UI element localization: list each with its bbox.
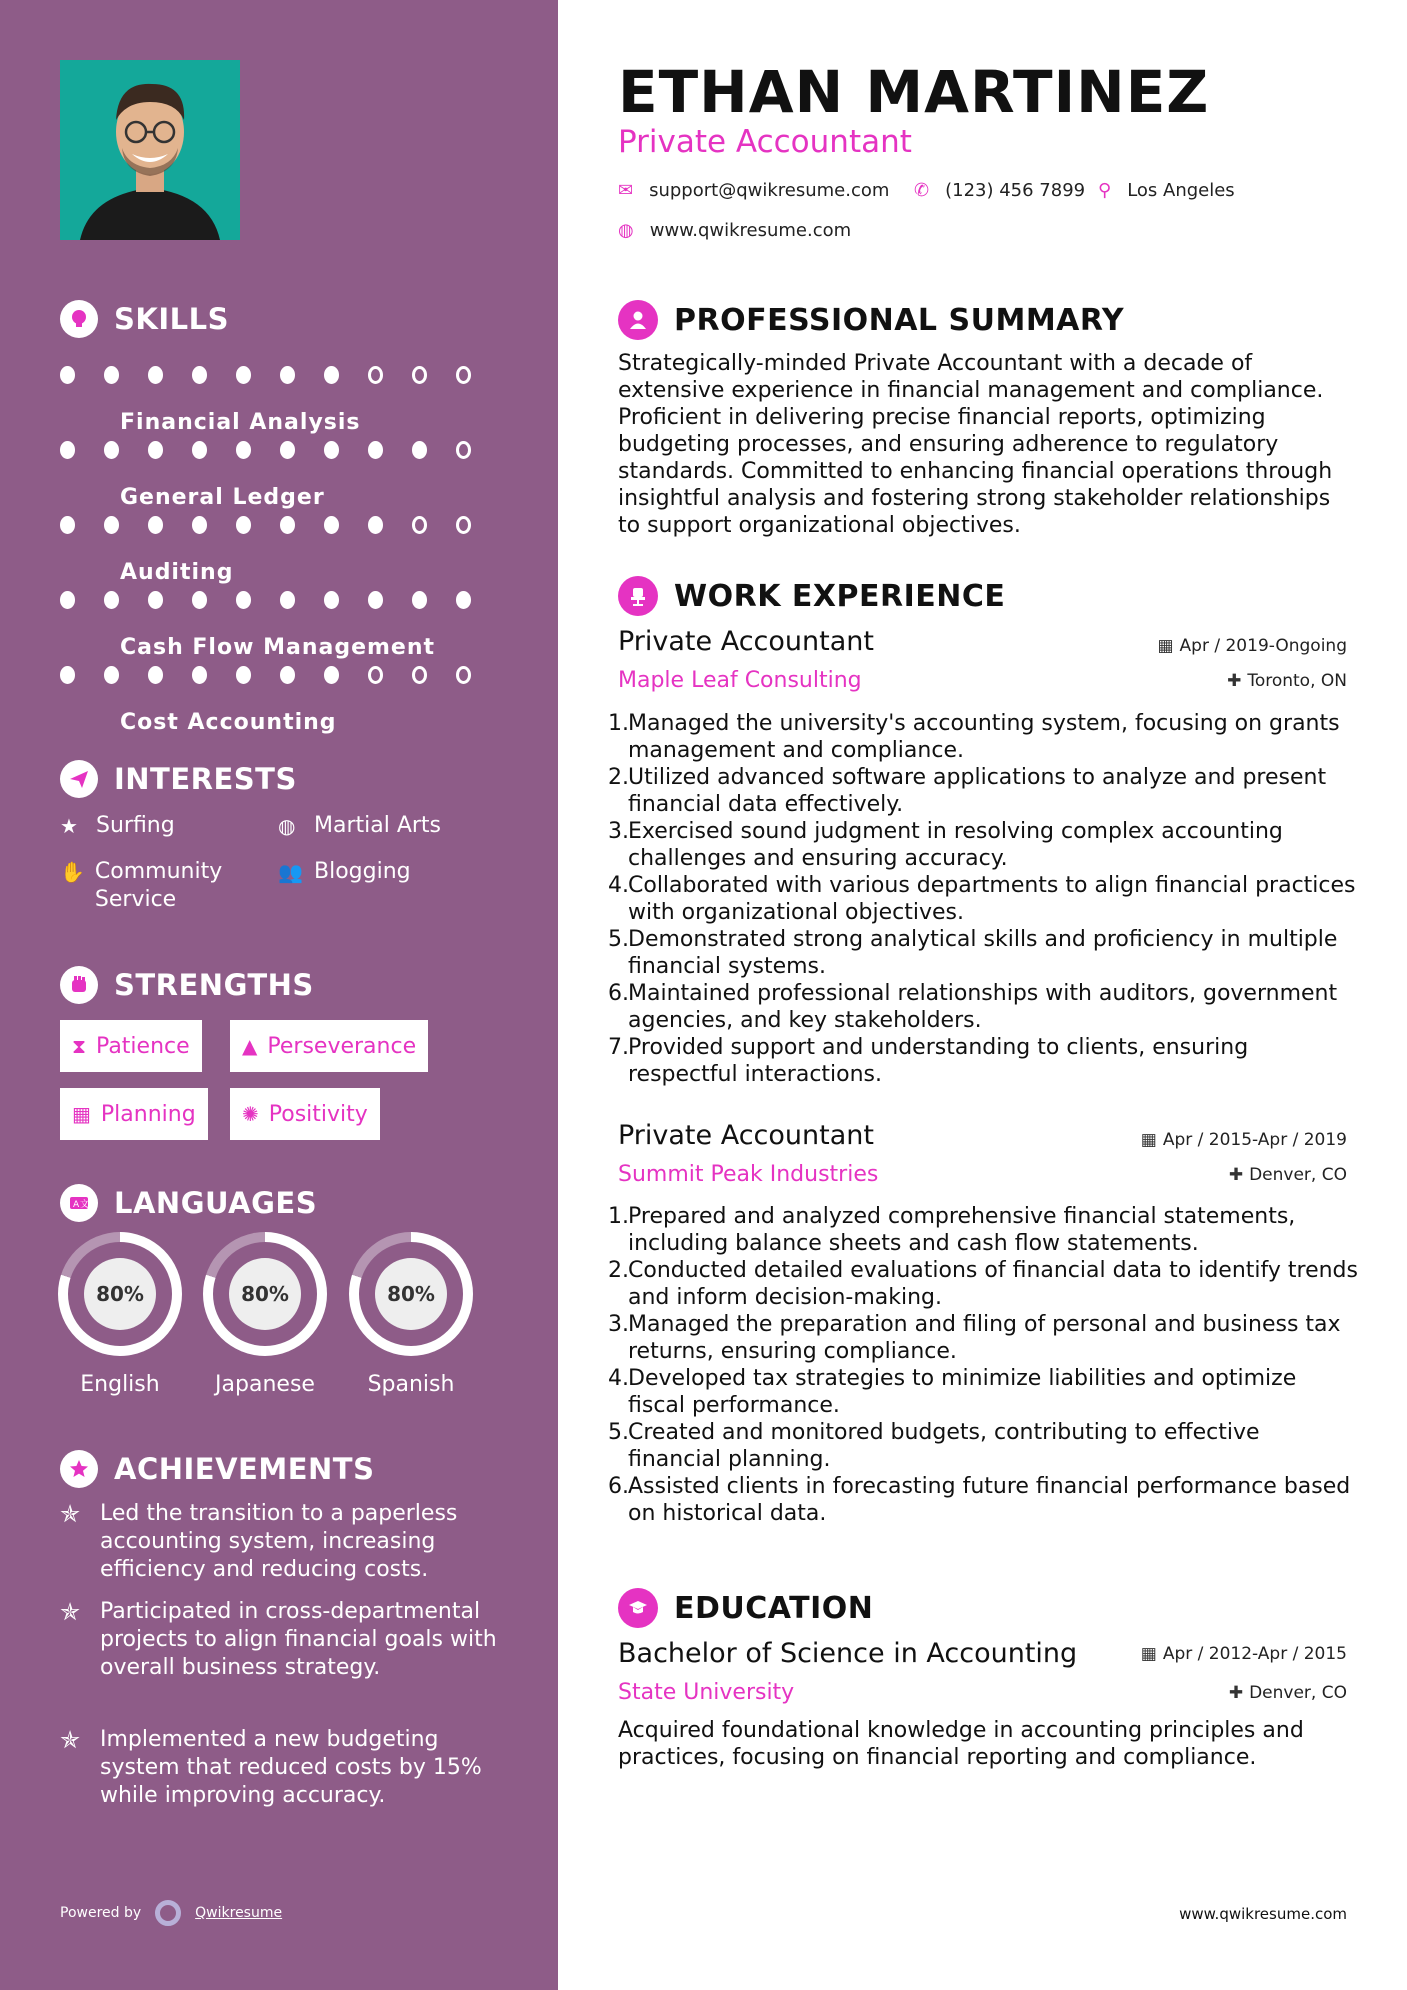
skill-dot-empty bbox=[368, 366, 383, 384]
qwikresume-link[interactable]: Qwikresume bbox=[195, 1905, 283, 1921]
job-location bbox=[1229, 1165, 1347, 1185]
website-text: www.qwikresume.com bbox=[649, 220, 852, 241]
job-location bbox=[1227, 671, 1347, 691]
job-bullet: 5. Demonstrated strong analytical skills and proficiency in multiple financial systems. bbox=[608, 927, 1338, 979]
experience-heading bbox=[618, 576, 1005, 616]
qwikresume-logo-icon bbox=[155, 1900, 181, 1926]
pin-icon: ✚ bbox=[1227, 671, 1242, 691]
interest-label: Surfing bbox=[96, 813, 175, 838]
achievement-text: Participated in cross-departmental projects to align financial goals with overall business strategy. bbox=[100, 1599, 497, 1680]
hourglass-icon: ⧗ bbox=[72, 1034, 87, 1058]
languages-title: LANGUAGES bbox=[114, 1186, 318, 1220]
job-dates bbox=[1157, 636, 1347, 656]
job-bullet: 5. Created and monitored budgets, contributing to effective financial planning. bbox=[608, 1420, 1260, 1472]
job-company: Summit Peak Industries bbox=[618, 1162, 879, 1187]
skill-dot-filled bbox=[412, 591, 427, 609]
phone-text: (123) 456 7899 bbox=[945, 180, 1086, 201]
strength-label: Perseverance bbox=[267, 1033, 417, 1059]
fist-icon bbox=[60, 966, 98, 1004]
skill-dot-filled bbox=[368, 516, 383, 534]
achievements-heading bbox=[60, 1450, 374, 1488]
skill-dot-filled bbox=[368, 441, 383, 459]
shooting-star-icon: ✯ bbox=[60, 1500, 81, 1528]
achievement-text: Implemented a new budgeting system that reduced costs by 15% while improving accuracy. bbox=[100, 1727, 482, 1808]
skill-item bbox=[60, 502, 500, 585]
skill-dot-filled bbox=[104, 591, 119, 609]
contact-phone[interactable] bbox=[914, 180, 1085, 201]
job-dates-text: Apr / 2019-Ongoing bbox=[1179, 636, 1347, 656]
globe-icon: ◍ bbox=[618, 220, 634, 241]
shooting-star-icon: ✯ bbox=[60, 1598, 81, 1626]
strength-label: Patience bbox=[96, 1033, 190, 1059]
skill-dot-filled bbox=[368, 591, 383, 609]
skill-dot-empty bbox=[456, 666, 471, 684]
contact-website[interactable] bbox=[618, 220, 851, 241]
summary-text: Strategically-minded Private Accountant with a decade of extensive experience in financial management and compliance. Proficient in delivering precise financial reports, optimizing budgeting processes, and ensuring adherence to regulatory standards. Committed to enhancing financial operations through insightful analysis and fostering strong stakeholder relationships to support organizational objectives. bbox=[618, 351, 1333, 538]
envelope-icon: ✉ bbox=[618, 180, 634, 201]
experience-title: WORK EXPERIENCE bbox=[674, 578, 1006, 614]
languages-heading bbox=[60, 1184, 317, 1222]
skill-dot-filled bbox=[280, 666, 295, 684]
paper-plane-icon bbox=[60, 760, 98, 798]
skill-dot-filled bbox=[280, 591, 295, 609]
strength-tag bbox=[230, 1020, 428, 1072]
job-bullets bbox=[608, 1203, 1358, 1527]
contact-location bbox=[1098, 180, 1235, 201]
skill-dot-filled bbox=[60, 666, 75, 684]
skill-dot-filled bbox=[236, 441, 251, 459]
skill-dots bbox=[60, 366, 500, 384]
job-title: Private Accountant bbox=[618, 626, 874, 657]
road-icon: ▲ bbox=[242, 1034, 258, 1058]
job-bullet: 2. Conducted detailed evaluations of financial data to identify trends and inform decision-making. bbox=[608, 1258, 1358, 1310]
skills-heading bbox=[60, 300, 229, 338]
job-bullet: 2. Utilized advanced software applications to analyze and present financial data effectively. bbox=[608, 765, 1327, 817]
education-degree: Bachelor of Science in Accounting bbox=[618, 1638, 1078, 1669]
skill-dot-filled bbox=[280, 366, 295, 384]
skill-item bbox=[60, 577, 500, 660]
translate-icon bbox=[60, 1184, 98, 1222]
interest-item bbox=[278, 858, 411, 886]
main-content bbox=[558, 0, 1407, 1990]
skill-dot-filled bbox=[192, 591, 207, 609]
skill-dot-filled bbox=[104, 366, 119, 384]
skill-name: Auditing bbox=[120, 560, 234, 585]
job-bullet: 3. Exercised sound judgment in resolving complex accounting challenges and ensuring accuracy. bbox=[608, 819, 1283, 871]
skill-item bbox=[60, 652, 500, 735]
skill-dot-filled bbox=[236, 366, 251, 384]
lightbulb-icon bbox=[60, 300, 98, 338]
language-ring bbox=[349, 1232, 473, 1356]
skills-title: SKILLS bbox=[114, 302, 229, 336]
skill-dot-filled bbox=[280, 441, 295, 459]
skill-dot-empty bbox=[456, 366, 471, 384]
hands-icon: ✋ bbox=[60, 860, 85, 884]
skill-dots bbox=[60, 516, 500, 534]
education-heading bbox=[618, 1588, 873, 1628]
map-pin-icon: ⚲ bbox=[1098, 180, 1112, 201]
language-name: Japanese bbox=[215, 1372, 315, 1397]
skill-dot-empty bbox=[412, 516, 427, 534]
strength-label: Positivity bbox=[268, 1101, 368, 1127]
skill-dot-filled bbox=[104, 516, 119, 534]
skill-dot-filled bbox=[324, 366, 339, 384]
skill-dot-filled bbox=[236, 666, 251, 684]
education-title: EDUCATION bbox=[674, 1590, 874, 1626]
achievement-item bbox=[60, 1500, 500, 1584]
summary-title: PROFESSIONAL SUMMARY bbox=[674, 302, 1125, 338]
skill-dot-filled bbox=[148, 666, 163, 684]
skill-dot-filled bbox=[60, 516, 75, 534]
skill-dot-empty bbox=[412, 366, 427, 384]
strengths-heading bbox=[60, 966, 314, 1004]
interest-item bbox=[60, 858, 240, 914]
pin-icon: ✚ bbox=[1228, 1165, 1244, 1185]
phone-icon: ✆ bbox=[914, 180, 930, 201]
location-text: Los Angeles bbox=[1127, 180, 1235, 201]
skill-dot-filled bbox=[412, 441, 427, 459]
skill-item bbox=[60, 352, 500, 435]
job-bullets bbox=[608, 710, 1358, 1088]
sidebar bbox=[0, 0, 558, 1990]
achievement-item bbox=[60, 1598, 500, 1682]
achievement-text: Led the transition to a paperless accounting system, increasing efficiency and reducing costs. bbox=[100, 1501, 458, 1582]
powered-prefix: Powered by bbox=[60, 1905, 142, 1921]
language-item bbox=[58, 1232, 182, 1397]
skill-dot-empty bbox=[412, 666, 427, 684]
footer-url[interactable]: www.qwikresume.com bbox=[1179, 1905, 1347, 1923]
chair-icon bbox=[618, 576, 658, 616]
skill-name: Cost Accounting bbox=[120, 710, 337, 735]
job-bullet: 1. Prepared and analyzed comprehensive financial statements, including balance sheets and cash flow statements. bbox=[608, 1204, 1296, 1256]
interest-item bbox=[278, 812, 441, 840]
skill-dot-filled bbox=[324, 666, 339, 684]
education-dates-text: Apr / 2012-Apr / 2015 bbox=[1162, 1644, 1347, 1664]
skill-dot-filled bbox=[456, 591, 471, 609]
language-name: English bbox=[80, 1372, 160, 1397]
strength-tag bbox=[60, 1020, 202, 1072]
pin-icon: ✚ bbox=[1228, 1683, 1244, 1703]
job-dates-text: Apr / 2015-Apr / 2019 bbox=[1162, 1130, 1347, 1150]
shooting-star-icon: ✯ bbox=[60, 1726, 81, 1754]
skill-name: Cash Flow Management bbox=[120, 635, 436, 660]
achievements-title: ACHIEVEMENTS bbox=[114, 1452, 375, 1486]
graduation-icon bbox=[618, 1588, 658, 1628]
skill-dot-filled bbox=[192, 666, 207, 684]
interest-label: Community Service bbox=[94, 859, 223, 912]
job-bullet: 4. Developed tax strategies to minimize liabilities and optimize fiscal performance. bbox=[608, 1366, 1297, 1418]
achievement-item bbox=[60, 1726, 500, 1810]
education-school: State University bbox=[618, 1680, 795, 1705]
globe-icon: ◍ bbox=[278, 814, 296, 838]
job-location-text: Denver, CO bbox=[1249, 1165, 1347, 1185]
education-text: Acquired foundational knowledge in accounting principles and practices, focusing on financial reporting and compliance. bbox=[618, 1718, 1304, 1770]
interest-item bbox=[60, 812, 175, 840]
skill-dot-filled bbox=[104, 666, 119, 684]
job-company: Maple Leaf Consulting bbox=[618, 668, 862, 693]
language-percent: 80% bbox=[84, 1258, 156, 1330]
candidate-role: Private Accountant bbox=[618, 124, 912, 160]
user-icon bbox=[618, 300, 658, 340]
candidate-name: ETHAN MARTINEZ bbox=[618, 58, 1210, 126]
svg-text:A: A bbox=[73, 1200, 80, 1210]
skill-dot-filled bbox=[148, 441, 163, 459]
skill-item bbox=[60, 427, 500, 510]
skill-dot-empty bbox=[456, 441, 471, 459]
skill-dot-filled bbox=[60, 591, 75, 609]
language-item bbox=[203, 1232, 327, 1397]
strength-tag bbox=[230, 1088, 380, 1140]
skill-name: Financial Analysis bbox=[120, 410, 361, 435]
star-badge-icon bbox=[60, 1450, 98, 1488]
star-icon: ★ bbox=[60, 814, 78, 838]
skill-dot-filled bbox=[324, 516, 339, 534]
skill-dot-empty bbox=[456, 516, 471, 534]
skill-dot-filled bbox=[148, 516, 163, 534]
skill-dots bbox=[60, 591, 500, 609]
skill-dot-filled bbox=[192, 516, 207, 534]
language-ring bbox=[203, 1232, 327, 1356]
contact-email[interactable] bbox=[618, 180, 889, 201]
calendar-icon: ▦ bbox=[72, 1102, 91, 1126]
skill-dot-filled bbox=[280, 516, 295, 534]
interest-label: Martial Arts bbox=[314, 813, 442, 838]
skill-dot-filled bbox=[60, 441, 75, 459]
sun-icon: ✺ bbox=[242, 1102, 259, 1126]
skill-dot-filled bbox=[148, 591, 163, 609]
skill-dot-filled bbox=[324, 591, 339, 609]
email-text: support@qwikresume.com bbox=[649, 180, 890, 201]
job-bullet: 7. Provided support and understanding to clients, ensuring respectful interactions. bbox=[608, 1035, 1249, 1087]
calendar-icon: ▦ bbox=[1157, 636, 1174, 656]
skill-name: General Ledger bbox=[120, 485, 325, 510]
job-bullet: 3. Managed the preparation and filing of personal and business tax returns, ensuring compliance. bbox=[608, 1312, 1341, 1364]
strength-tag bbox=[60, 1088, 208, 1140]
job-location-text: Toronto, ON bbox=[1247, 671, 1347, 691]
skill-dots bbox=[60, 441, 500, 459]
calendar-icon: ▦ bbox=[1140, 1130, 1157, 1150]
interests-title: INTERESTS bbox=[114, 762, 297, 796]
skill-dot-filled bbox=[324, 441, 339, 459]
interests-heading bbox=[60, 760, 297, 798]
skill-dot-filled bbox=[236, 516, 251, 534]
skill-dot-filled bbox=[192, 366, 207, 384]
summary-heading bbox=[618, 300, 1124, 340]
users-icon: 👥 bbox=[278, 860, 303, 884]
skill-dot-empty bbox=[368, 666, 383, 684]
language-percent: 80% bbox=[375, 1258, 447, 1330]
job-dates bbox=[1141, 1130, 1347, 1150]
interest-label: Blogging bbox=[314, 859, 411, 884]
profile-photo bbox=[60, 60, 240, 240]
skill-dot-filled bbox=[148, 366, 163, 384]
skill-dot-filled bbox=[192, 441, 207, 459]
skill-dots bbox=[60, 666, 500, 684]
job-bullet: 6. Assisted clients in forecasting future financial performance based on historical data. bbox=[608, 1474, 1351, 1526]
strengths-title: STRENGTHS bbox=[114, 968, 314, 1002]
powered-by bbox=[60, 1900, 282, 1926]
job-title: Private Accountant bbox=[618, 1120, 874, 1151]
skill-dot-filled bbox=[60, 366, 75, 384]
job-bullet: 1. Managed the university's accounting system, focusing on grants management and compliance. bbox=[608, 711, 1340, 763]
language-percent: 80% bbox=[229, 1258, 301, 1330]
education-dates bbox=[1141, 1644, 1347, 1664]
skill-dot-filled bbox=[236, 591, 251, 609]
language-item bbox=[349, 1232, 473, 1397]
job-bullet: 4. Collaborated with various departments to align financial practices with organizational objectives. bbox=[608, 873, 1356, 925]
strength-label: Planning bbox=[100, 1101, 196, 1127]
calendar-icon: ▦ bbox=[1140, 1644, 1157, 1664]
language-name: Spanish bbox=[367, 1372, 455, 1397]
language-ring bbox=[58, 1232, 182, 1356]
education-location bbox=[1229, 1683, 1347, 1703]
education-location-text: Denver, CO bbox=[1249, 1683, 1347, 1703]
svg-text:文: 文 bbox=[80, 1200, 90, 1210]
skill-dot-filled bbox=[104, 441, 119, 459]
job-bullet: 6. Maintained professional relationships with auditors, government agencies, and key stakeholders. bbox=[608, 981, 1338, 1033]
